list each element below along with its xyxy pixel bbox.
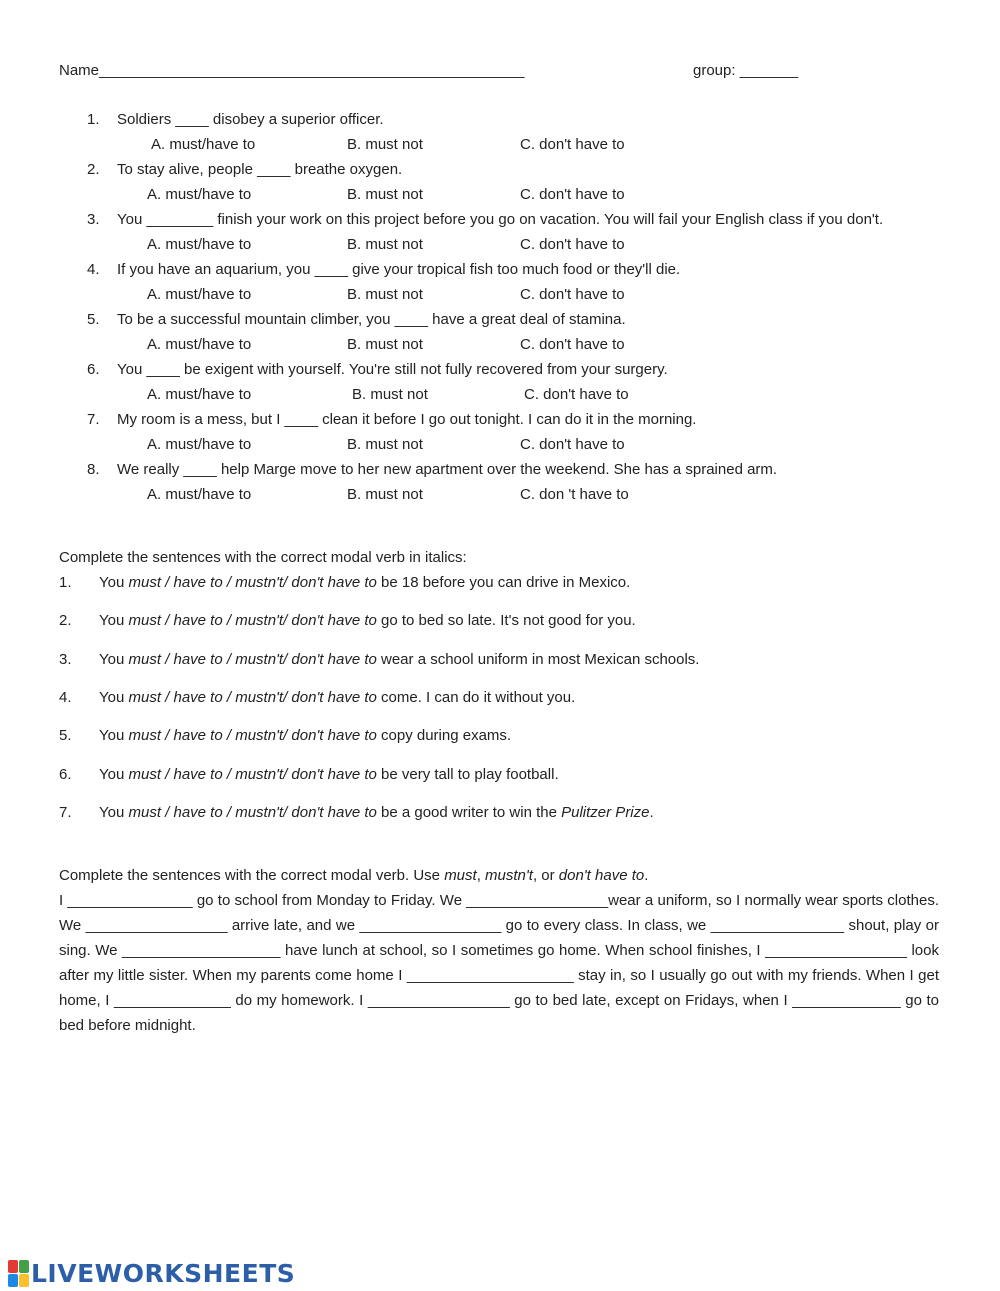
word-must: must <box>444 867 477 884</box>
question-number: 4. <box>87 261 100 278</box>
option-a[interactable]: A. must/have to <box>147 286 252 303</box>
sentence-start: You <box>99 766 129 783</box>
option-b[interactable]: B. must not <box>347 336 423 353</box>
question-number: 7. <box>87 411 100 428</box>
prize-name: Pulitzer Prize <box>561 804 650 821</box>
sentence-end: be a good writer to win the <box>376 804 562 821</box>
modal-sentence <box>99 726 511 746</box>
option-b[interactable]: B. must not <box>347 236 423 253</box>
question-number: 8. <box>87 461 100 478</box>
item-number: 1. <box>59 574 72 591</box>
question-text: To stay alive, people ____ breathe oxygen. <box>117 161 403 178</box>
option-c[interactable]: C. don't have to <box>520 236 625 253</box>
modal-sentence <box>99 765 559 785</box>
item-number: 6. <box>59 766 72 783</box>
sentence-start: You <box>99 574 129 591</box>
sentence-start: You <box>99 804 129 821</box>
question-number: 1. <box>87 111 100 128</box>
liveworksheets-logo <box>8 1258 295 1288</box>
sentence-end: come. I can do it without you. <box>376 689 576 706</box>
group-field-label: group: _______ <box>693 62 799 79</box>
question-number: 3. <box>87 211 100 228</box>
modal-sentence <box>99 688 575 708</box>
part3-instruction-text: Complete the sentences with the correct modal verb. Use <box>59 867 445 884</box>
name-field-label: Name___________________________________________________ <box>59 62 525 79</box>
item-number: 5. <box>59 727 72 744</box>
option-b[interactable]: B. must not <box>347 186 423 203</box>
part2-instruction: Complete the sentences with the correct modal verb in italics: <box>59 549 467 566</box>
option-a[interactable]: A. must/have to <box>147 486 252 503</box>
modal-options[interactable]: must / have to / mustn't/ don't have to <box>128 727 377 744</box>
instruction-end: . <box>644 867 649 884</box>
sentence-start: You <box>99 689 129 706</box>
modal-sentence <box>99 573 630 593</box>
question-number: 5. <box>87 311 100 328</box>
sentence-end: be very tall to play football. <box>376 766 559 783</box>
word-dont-have-to: don't have to <box>558 867 645 884</box>
modal-options[interactable]: must / have to / mustn't/ don't have to <box>128 804 377 821</box>
question-text: My room is a mess, but I ____ clean it before I go out tonight. I can do it in the morning. <box>117 411 697 428</box>
option-c[interactable]: C. don't have to <box>520 436 625 453</box>
option-c[interactable]: C. don't have to <box>524 386 629 403</box>
modal-options[interactable]: must / have to / mustn't/ don't have to <box>128 651 377 668</box>
option-a[interactable]: A. must/have to <box>147 386 252 403</box>
modal-options[interactable]: must / have to / mustn't/ don't have to <box>128 766 377 783</box>
logo-mark-icon <box>8 1260 28 1286</box>
question-number: 6. <box>87 361 100 378</box>
modal-options[interactable]: must / have to / mustn't/ don't have to <box>128 689 377 706</box>
option-c[interactable]: C. don't have to <box>520 336 625 353</box>
item-number: 3. <box>59 651 72 668</box>
option-b[interactable]: B. must not <box>347 436 423 453</box>
question-number: 2. <box>87 161 100 178</box>
question-text: You ________ finish your work on this project before you go on vacation. You will fail your English class if you don't. <box>117 211 884 228</box>
option-b[interactable]: B. must not <box>347 286 423 303</box>
part3-instruction <box>59 866 648 886</box>
modal-options[interactable]: must / have to / mustn't/ don't have to <box>128 574 377 591</box>
question-text: You ____ be exigent with yourself. You're still not fully recovered from your surgery. <box>117 361 668 378</box>
item-number: 7. <box>59 804 72 821</box>
sentence-end: copy during exams. <box>376 727 512 744</box>
sentence-tail: . <box>649 804 654 821</box>
option-a[interactable]: A. must/have to <box>147 336 252 353</box>
sentence-start: You <box>99 612 129 629</box>
sentence-start: You <box>99 651 129 668</box>
sentence-end: be 18 before you can drive in Mexico. <box>376 574 631 591</box>
logo-text: LIVEWORKSHEETS <box>31 1258 296 1288</box>
item-number: 4. <box>59 689 72 706</box>
question-text: If you have an aquarium, you ____ give your tropical fish too much food or they'll die. <box>117 261 681 278</box>
logo-square-red <box>8 1260 18 1273</box>
modal-options[interactable]: must / have to / mustn't/ don't have to <box>128 612 377 629</box>
option-b[interactable]: B. must not <box>347 486 423 503</box>
option-a[interactable]: A. must/have to <box>147 236 252 253</box>
question-text: We really ____ help Marge move to her new apartment over the weekend. She has a sprained arm. <box>117 461 778 478</box>
option-c[interactable]: C. don't have to <box>520 286 625 303</box>
fill-in-paragraph: I _______________ go to school from Monday to Friday. We _________________wear a uniform, so I normally wear sports clothes. We _________________ arrive late, and we _________________ go to every class. In class, we ________________ shout, play or sing. We ___________________ have lunch at school, so I sometimes go home. When school finishes, I _________________ look after my little sister. When my parents come home I ____________________ stay in, so I usually go out with my friends. When I get home, I ______________ do my homework. I _________________ go to bed late, except on Fridays, when I _____________ go to bed before midnight. <box>59 892 939 1034</box>
sep1: , <box>476 867 486 884</box>
option-b[interactable]: B. must not <box>347 136 423 153</box>
option-a[interactable]: A. must/have to <box>147 186 252 203</box>
logo-square-blue <box>8 1274 18 1287</box>
logo-square-yellow <box>19 1274 29 1287</box>
option-c[interactable]: C. don 't have to <box>520 486 629 503</box>
item-number: 2. <box>59 612 72 629</box>
option-c[interactable]: C. don't have to <box>520 186 625 203</box>
option-a[interactable]: A. must/have to <box>151 136 256 153</box>
question-text: To be a successful mountain climber, you ____ have a great deal of stamina. <box>117 311 626 328</box>
logo-square-green <box>19 1260 29 1273</box>
option-c[interactable]: C. don't have to <box>520 136 625 153</box>
sep2: , or <box>532 867 559 884</box>
option-b[interactable]: B. must not <box>352 386 428 403</box>
modal-sentence <box>99 611 636 631</box>
option-a[interactable]: A. must/have to <box>147 436 252 453</box>
sentence-end: go to bed so late. It's not good for you. <box>376 612 636 629</box>
sentence-start: You <box>99 727 129 744</box>
sentence-end: wear a school uniform in most Mexican schools. <box>376 651 700 668</box>
modal-sentence <box>99 803 654 823</box>
question-text: Soldiers ____ disobey a superior officer. <box>117 111 384 128</box>
word-mustnt: mustn't <box>485 867 533 884</box>
modal-sentence <box>99 650 699 670</box>
